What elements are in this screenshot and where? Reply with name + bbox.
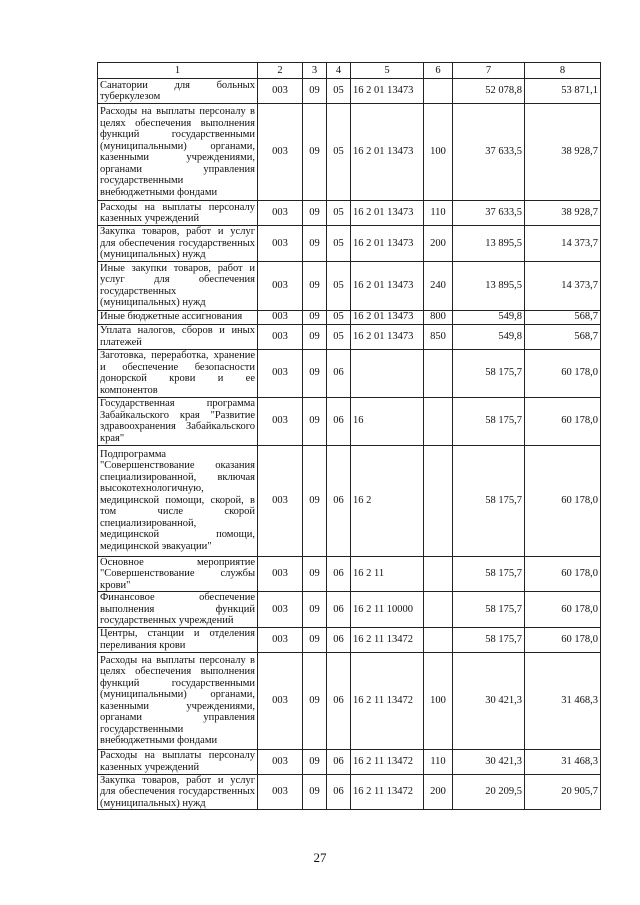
table-row: [98, 397, 601, 445]
table-row: [98, 104, 601, 201]
row-value-cell: 16: [351, 397, 424, 445]
row-value-cell: 31 468,3: [525, 652, 601, 749]
table-row: [98, 349, 601, 397]
row-value-cell: 14 373,7: [525, 226, 601, 262]
table-row: [98, 310, 601, 324]
row-value-cell: 200: [424, 226, 453, 262]
row-value-cell: 09: [303, 397, 327, 445]
row-value-cell: 06: [327, 445, 351, 556]
row-name-cell: Финансовое обеспечение выполнения функций государственных учреждений: [98, 592, 258, 628]
row-value-cell: 16 2 01 13473: [351, 310, 424, 324]
row-value-cell: 13 895,5: [453, 261, 525, 310]
row-name-cell: Санатории для больных туберкулезом: [98, 79, 258, 104]
row-name-cell: Основное мероприятие "Совершенствование службы крови": [98, 556, 258, 592]
row-value-cell: 110: [424, 201, 453, 226]
row-value-cell: 549,8: [453, 310, 525, 324]
row-value-cell: 06: [327, 397, 351, 445]
row-value-cell: 09: [303, 652, 327, 749]
row-value-cell: 16 2 11: [351, 556, 424, 592]
row-name-cell: Заготовка, переработка, хранение и обеспечение безопасности донорской крови и ее компонентов: [98, 349, 258, 397]
row-value-cell: 58 175,7: [453, 349, 525, 397]
row-value-cell: 58 175,7: [453, 627, 525, 652]
row-value-cell: [424, 397, 453, 445]
row-value-cell: 30 421,3: [453, 652, 525, 749]
row-value-cell: 003: [258, 104, 303, 201]
row-value-cell: [424, 79, 453, 104]
table-row: [98, 592, 601, 628]
row-value-cell: 06: [327, 349, 351, 397]
table-row: [98, 749, 601, 774]
row-name-cell: Расходы на выплаты персоналу казенных учреждений: [98, 201, 258, 226]
row-value-cell: 09: [303, 261, 327, 310]
row-value-cell: 20 905,7: [525, 774, 601, 810]
row-value-cell: 38 928,7: [525, 104, 601, 201]
row-value-cell: 003: [258, 774, 303, 810]
row-value-cell: 09: [303, 627, 327, 652]
row-value-cell: 58 175,7: [453, 592, 525, 628]
row-value-cell: 14 373,7: [525, 261, 601, 310]
row-value-cell: 09: [303, 226, 327, 262]
row-value-cell: 05: [327, 324, 351, 349]
row-value-cell: 09: [303, 79, 327, 104]
row-value-cell: 003: [258, 226, 303, 262]
table-row: [98, 445, 601, 556]
row-value-cell: [424, 627, 453, 652]
row-value-cell: 52 078,8: [453, 79, 525, 104]
row-value-cell: 60 178,0: [525, 627, 601, 652]
row-value-cell: 09: [303, 349, 327, 397]
header-cell: 1: [98, 63, 258, 79]
row-value-cell: 16 2: [351, 445, 424, 556]
row-name-cell: Расходы на выплаты персоналу в целях обеспечения выполнения функций государственными (муниципальными) органами, казенными учреждениями, органами управления государственными внебюджетными фондами: [98, 104, 258, 201]
row-value-cell: 58 175,7: [453, 445, 525, 556]
row-value-cell: 06: [327, 652, 351, 749]
row-value-cell: 16 2 11 13472: [351, 774, 424, 810]
table-row: [98, 774, 601, 810]
row-name-cell: Иные бюджетные ассигнования: [98, 310, 258, 324]
budget-table: [97, 62, 601, 810]
row-value-cell: 05: [327, 226, 351, 262]
header-cell: 5: [351, 63, 424, 79]
row-value-cell: 16 2 01 13473: [351, 79, 424, 104]
row-value-cell: 60 178,0: [525, 445, 601, 556]
row-value-cell: [424, 592, 453, 628]
row-value-cell: 003: [258, 445, 303, 556]
row-value-cell: 06: [327, 556, 351, 592]
row-value-cell: 16 2 11 10000: [351, 592, 424, 628]
table-row: [98, 226, 601, 262]
row-value-cell: 003: [258, 652, 303, 749]
table-row: [98, 627, 601, 652]
row-value-cell: 16 2 01 13473: [351, 324, 424, 349]
row-value-cell: 05: [327, 261, 351, 310]
row-value-cell: 09: [303, 556, 327, 592]
row-value-cell: 13 895,5: [453, 226, 525, 262]
row-value-cell: 003: [258, 349, 303, 397]
row-name-cell: Государственная программа Забайкальского края "Развитие здравоохранения Забайкальского края": [98, 397, 258, 445]
row-value-cell: 16 2 01 13473: [351, 104, 424, 201]
page-number: 27: [313, 850, 327, 865]
row-value-cell: 60 178,0: [525, 592, 601, 628]
row-value-cell: 850: [424, 324, 453, 349]
row-value-cell: 16 2 01 13473: [351, 226, 424, 262]
row-value-cell: 58 175,7: [453, 397, 525, 445]
row-value-cell: 60 178,0: [525, 556, 601, 592]
row-value-cell: 30 421,3: [453, 749, 525, 774]
header-cell: 8: [525, 63, 601, 79]
row-value-cell: 06: [327, 749, 351, 774]
row-value-cell: 37 633,5: [453, 201, 525, 226]
row-value-cell: 09: [303, 201, 327, 226]
row-value-cell: 37 633,5: [453, 104, 525, 201]
row-value-cell: 16 2 11 13472: [351, 652, 424, 749]
row-value-cell: 06: [327, 592, 351, 628]
row-value-cell: 100: [424, 104, 453, 201]
row-value-cell: 240: [424, 261, 453, 310]
row-value-cell: 09: [303, 104, 327, 201]
row-name-cell: Расходы на выплаты персоналу в целях обеспечения выполнения функций государственными (муниципальными) органами, казенными учреждениями, органами управления государственными внебюджетными фондами: [98, 652, 258, 749]
row-name-cell: Иные закупки товаров, работ и услуг для обеспечения государственных (муниципальных) нужд: [98, 261, 258, 310]
table-row: [98, 652, 601, 749]
table-row: [98, 556, 601, 592]
row-value-cell: [424, 445, 453, 556]
row-name-cell: Центры, станции и отделения переливания крови: [98, 627, 258, 652]
row-value-cell: 110: [424, 749, 453, 774]
table-row: [98, 79, 601, 104]
row-value-cell: 003: [258, 261, 303, 310]
row-value-cell: 200: [424, 774, 453, 810]
row-value-cell: 06: [327, 774, 351, 810]
header-cell: 2: [258, 63, 303, 79]
row-name-cell: Расходы на выплаты персоналу казенных учреждений: [98, 749, 258, 774]
row-name-cell: Уплата налогов, сборов и иных платежей: [98, 324, 258, 349]
row-value-cell: 16 2 11 13472: [351, 627, 424, 652]
row-value-cell: 003: [258, 749, 303, 774]
row-value-cell: 60 178,0: [525, 349, 601, 397]
row-value-cell: 003: [258, 397, 303, 445]
table-row: [98, 324, 601, 349]
row-value-cell: 09: [303, 749, 327, 774]
row-value-cell: 100: [424, 652, 453, 749]
row-value-cell: 003: [258, 592, 303, 628]
row-value-cell: 16 2 11 13472: [351, 749, 424, 774]
header-cell: 3: [303, 63, 327, 79]
row-value-cell: [424, 556, 453, 592]
table-row: [98, 261, 601, 310]
row-value-cell: 09: [303, 310, 327, 324]
header-cell: 7: [453, 63, 525, 79]
row-value-cell: 16 2 01 13473: [351, 261, 424, 310]
row-value-cell: 60 178,0: [525, 397, 601, 445]
row-name-cell: Закупка товаров, работ и услуг для обеспечения государственных (муниципальных) нужд: [98, 226, 258, 262]
row-value-cell: 58 175,7: [453, 556, 525, 592]
row-value-cell: 003: [258, 324, 303, 349]
row-value-cell: [424, 349, 453, 397]
row-value-cell: 53 871,1: [525, 79, 601, 104]
row-name-cell: Закупка товаров, работ и услуг для обеспечения государственных (муниципальных) нужд: [98, 774, 258, 810]
row-value-cell: 09: [303, 774, 327, 810]
row-value-cell: 05: [327, 79, 351, 104]
row-value-cell: [351, 349, 424, 397]
row-name-cell: Подпрограмма "Совершенствование оказания специализированной, включая высокотехнологичную, медицинской помощи, скорой, в том числе скорой специализированной, медицинской помощи, медицинской эвакуации": [98, 445, 258, 556]
row-value-cell: 09: [303, 324, 327, 349]
row-value-cell: 003: [258, 79, 303, 104]
row-value-cell: 003: [258, 201, 303, 226]
row-value-cell: 20 209,5: [453, 774, 525, 810]
header-cell: 4: [327, 63, 351, 79]
row-value-cell: 06: [327, 627, 351, 652]
table-row: [98, 201, 601, 226]
row-value-cell: 09: [303, 592, 327, 628]
header-cell: 6: [424, 63, 453, 79]
row-value-cell: 05: [327, 104, 351, 201]
row-value-cell: 568,7: [525, 324, 601, 349]
row-value-cell: 568,7: [525, 310, 601, 324]
row-value-cell: 09: [303, 445, 327, 556]
row-value-cell: 05: [327, 310, 351, 324]
row-value-cell: 16 2 01 13473: [351, 201, 424, 226]
row-value-cell: 003: [258, 556, 303, 592]
row-value-cell: 31 468,3: [525, 749, 601, 774]
table-header-row: [98, 63, 601, 79]
row-value-cell: 003: [258, 627, 303, 652]
row-value-cell: 800: [424, 310, 453, 324]
row-value-cell: 003: [258, 310, 303, 324]
row-value-cell: 05: [327, 201, 351, 226]
row-value-cell: 38 928,7: [525, 201, 601, 226]
row-value-cell: 549,8: [453, 324, 525, 349]
